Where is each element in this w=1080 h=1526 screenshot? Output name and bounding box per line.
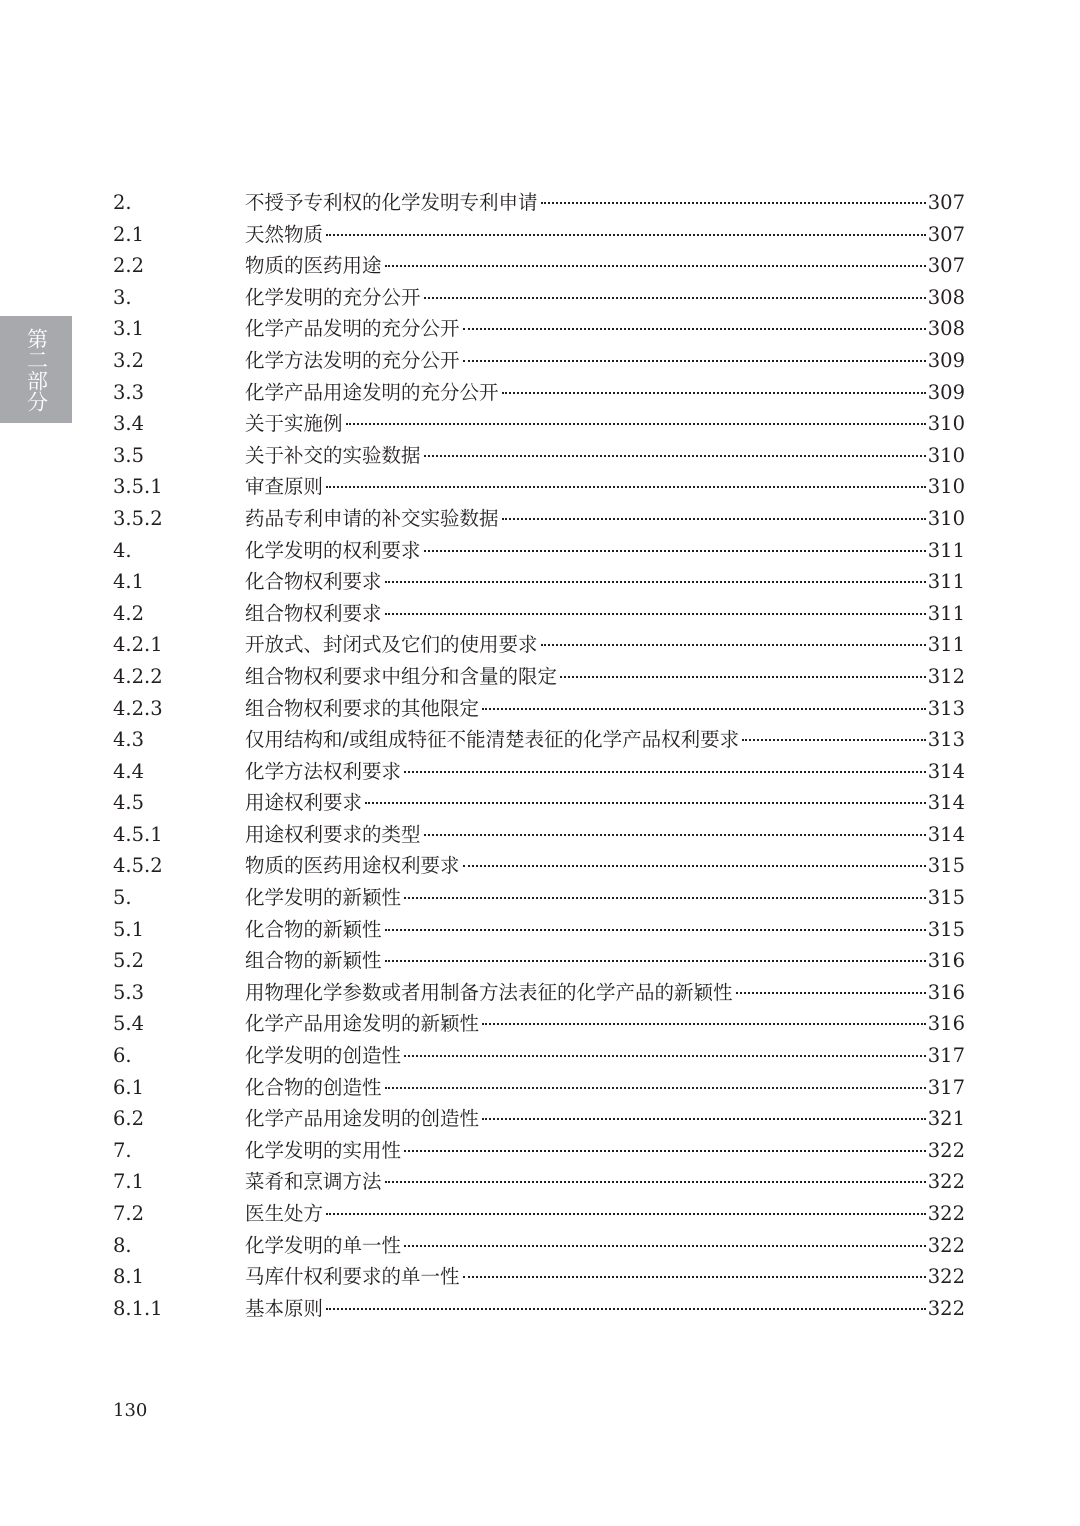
toc-entry [113, 1072, 965, 1104]
toc-entry [113, 1261, 965, 1293]
toc-entry-page: 317 [927, 1075, 965, 1099]
toc-dot-leader [385, 1087, 926, 1089]
toc-dot-leader [736, 992, 926, 994]
toc-entry [113, 408, 965, 440]
toc-entry [113, 882, 965, 914]
toc-entry-page: 311 [927, 538, 965, 562]
toc-entry-number: 8.1 [113, 1265, 145, 1289]
toc-entry-page: 314 [927, 759, 965, 783]
toc-entry-title: 关于实施例 [245, 412, 343, 436]
toc-entry [113, 219, 965, 251]
toc-dot-leader [326, 486, 926, 488]
toc-entry-title: 用途权利要求 [245, 791, 363, 815]
toc-entry-number: 3.1 [113, 317, 145, 341]
toc-entry-page: 311 [927, 601, 965, 625]
toc-entry-page: 310 [927, 443, 965, 467]
toc-entry-title: 化学产品用途发明的创造性 [245, 1107, 480, 1131]
toc-entry [113, 1166, 965, 1198]
toc-entry-page: 310 [927, 506, 965, 530]
toc-entry-page: 321 [927, 1107, 965, 1131]
toc-entry [113, 1198, 965, 1230]
toc-entry-page: 322 [927, 1265, 965, 1289]
part-side-tab [0, 316, 72, 423]
toc-entry-page: 313 [927, 696, 965, 720]
toc-entry-number: 7.2 [113, 1202, 145, 1225]
toc-entry-page: 310 [927, 475, 965, 499]
toc-entry [113, 313, 965, 345]
toc-entry-title: 化学发明的单一性 [245, 1233, 402, 1257]
toc-entry-title: 物质的医药用途权利要求 [245, 854, 460, 878]
toc-entry-number: 5. [113, 886, 132, 910]
toc-entry-page: 322 [927, 1138, 965, 1162]
toc-entry [113, 1230, 965, 1262]
toc-entry-title: 化合物的新颖性 [245, 917, 382, 941]
toc-entry-page: 314 [927, 822, 965, 846]
toc-dot-leader [326, 1213, 926, 1215]
toc-dot-leader [346, 423, 926, 425]
toc-dot-leader [385, 265, 926, 267]
toc-entry [113, 819, 965, 851]
toc-entry [113, 787, 965, 819]
toc-entry [113, 629, 965, 661]
toc-entry-number: 3.5.1 [113, 475, 163, 499]
toc-entry-title: 药品专利申请的补交实验数据 [245, 506, 499, 530]
toc-entry-number: 5.1 [113, 917, 145, 941]
toc-entry-number: 4.2.2 [113, 664, 163, 688]
toc-dot-leader [404, 771, 926, 773]
toc-entry-title: 开放式、封闭式及它们的使用要求 [245, 633, 538, 657]
toc-dot-leader [404, 1055, 926, 1057]
toc-entry-title: 医生处方 [245, 1202, 324, 1225]
toc-dot-leader [326, 1308, 926, 1310]
toc-entry [113, 598, 965, 630]
toc-entry-title: 化学发明的创造性 [245, 1044, 402, 1068]
toc-entry-number: 4.3 [113, 728, 145, 752]
toc-dot-leader [424, 550, 926, 552]
toc-entry-number: 3. [113, 285, 132, 309]
toc-entry-number: 4.4 [113, 759, 145, 783]
toc-dot-leader [385, 929, 926, 931]
toc-entry-number: 6.2 [113, 1107, 145, 1131]
toc-entry-title: 化学发明的新颖性 [245, 886, 402, 910]
toc-entry-number: 4.5.2 [113, 854, 163, 878]
toc-dot-leader [365, 802, 926, 804]
toc-entry-title: 化学发明的实用性 [245, 1138, 402, 1162]
toc-entry [113, 1135, 965, 1167]
toc-dot-leader [541, 202, 926, 204]
toc-entry-number: 8.1.1 [113, 1296, 163, 1320]
toc-entry-number: 6.1 [113, 1075, 145, 1099]
toc-entry-number: 4.2.3 [113, 696, 163, 720]
toc-entry-title: 化学发明的权利要求 [245, 538, 421, 562]
toc-entry-page: 322 [927, 1233, 965, 1257]
page-number: 130 [113, 1400, 148, 1421]
toc-entry-number: 4.5.1 [113, 822, 163, 846]
toc-dot-leader [463, 1276, 926, 1278]
toc-entry-page: 311 [927, 570, 965, 594]
toc-entry-title: 组合物权利要求 [245, 601, 382, 625]
toc-entry [113, 945, 965, 977]
toc-entry [113, 440, 965, 472]
toc-entry-title: 化学方法权利要求 [245, 759, 402, 783]
toc-entry-page: 316 [927, 980, 965, 1004]
toc-entry-page: 307 [927, 254, 965, 278]
toc-entry [113, 345, 965, 377]
toc-entry-page: 309 [927, 380, 965, 404]
toc-entry-title: 用途权利要求的类型 [245, 822, 421, 846]
toc-dot-leader [502, 518, 926, 520]
toc-entry-number: 5.4 [113, 1012, 145, 1036]
toc-entry-page: 311 [927, 633, 965, 657]
toc-dot-leader [385, 1181, 926, 1183]
toc-dot-leader [385, 613, 926, 615]
toc-dot-leader [326, 234, 926, 236]
toc-entry-number: 2.1 [113, 222, 145, 246]
toc-entry-title: 化学产品用途发明的充分公开 [245, 380, 499, 404]
toc-entry-title: 化学产品发明的充分公开 [245, 317, 460, 341]
toc-entry-number: 4. [113, 538, 132, 562]
toc-entry-page: 310 [927, 412, 965, 436]
toc-entry-title: 化合物权利要求 [245, 570, 382, 594]
toc-entry [113, 250, 965, 282]
toc-entry-title: 组合物权利要求中组分和含量的限定 [245, 664, 558, 688]
toc-dot-leader [541, 644, 926, 646]
toc-dot-leader [404, 1150, 926, 1152]
toc-entry-number: 6. [113, 1044, 132, 1068]
toc-entry-page: 317 [927, 1044, 965, 1068]
toc-entry-page: 316 [927, 949, 965, 973]
toc-dot-leader [424, 455, 926, 457]
toc-entry-page: 315 [927, 917, 965, 941]
toc-entry [113, 1040, 965, 1072]
toc-entry-title: 化学方法发明的充分公开 [245, 348, 460, 372]
toc-entry-page: 313 [927, 728, 965, 752]
toc-entry [113, 282, 965, 314]
toc-dot-leader [404, 1245, 926, 1247]
toc-entry-page: 322 [927, 1202, 965, 1225]
toc-entry-page: 308 [927, 285, 965, 309]
toc-entry-number: 3.5 [113, 443, 145, 467]
toc-entry-page: 322 [927, 1170, 965, 1194]
toc-entry-title: 基本原则 [245, 1296, 324, 1320]
toc-entry-page: 315 [927, 854, 965, 878]
toc-entry [113, 977, 965, 1009]
toc-entry-page: 312 [927, 664, 965, 688]
toc-entry [113, 850, 965, 882]
toc-entry [113, 1008, 965, 1040]
toc-entry-number: 4.2.1 [113, 633, 163, 657]
toc-entry [113, 503, 965, 535]
toc-entry [113, 566, 965, 598]
table-of-contents [113, 187, 965, 1324]
toc-entry-title: 仅用结构和/或组成特征不能清楚表征的化学产品权利要求 [245, 728, 740, 752]
toc-entry-number: 8. [113, 1233, 132, 1257]
toc-dot-leader [560, 676, 926, 678]
toc-entry-number: 3.2 [113, 348, 145, 372]
toc-entry-title: 组合物的新颖性 [245, 949, 382, 973]
toc-dot-leader [463, 360, 926, 362]
toc-dot-leader [742, 739, 926, 741]
toc-dot-leader [482, 1118, 926, 1120]
toc-entry-number: 5.2 [113, 949, 145, 973]
toc-entry-number: 2. [113, 191, 132, 214]
toc-entry [113, 693, 965, 725]
toc-entry-page: 322 [927, 1296, 965, 1320]
toc-dot-leader [463, 328, 926, 330]
toc-entry-title: 不授予专利权的化学发明专利申请 [245, 191, 538, 214]
toc-entry-page: 308 [927, 317, 965, 341]
toc-entry-number: 4.5 [113, 791, 145, 815]
toc-entry-number: 4.1 [113, 570, 145, 594]
toc-entry-number: 4.2 [113, 601, 145, 625]
toc-dot-leader [424, 834, 926, 836]
toc-entry [113, 471, 965, 503]
toc-dot-leader [502, 392, 926, 394]
toc-entry-title: 菜肴和烹调方法 [245, 1170, 382, 1194]
toc-entry-title: 审查原则 [245, 475, 324, 499]
toc-entry-page: 307 [927, 191, 965, 214]
toc-entry-page: 315 [927, 886, 965, 910]
toc-entry-number: 3.5.2 [113, 506, 163, 530]
toc-entry [113, 756, 965, 788]
part-side-tab-label: 第二部分 [24, 327, 49, 412]
toc-entry-title: 用物理化学参数或者用制备方法表征的化学产品的新颖性 [245, 980, 733, 1004]
toc-dot-leader [404, 897, 926, 899]
toc-entry-title: 化学发明的充分公开 [245, 285, 421, 309]
toc-entry-number: 5.3 [113, 980, 145, 1004]
toc-entry-title: 马库什权利要求的单一性 [245, 1265, 460, 1289]
toc-entry-title: 化合物的创造性 [245, 1075, 382, 1099]
toc-entry-page: 314 [927, 791, 965, 815]
toc-dot-leader [385, 960, 926, 962]
toc-entry-number: 3.4 [113, 412, 145, 436]
toc-dot-leader [482, 1023, 926, 1025]
toc-entry-title: 物质的医药用途 [245, 254, 382, 278]
toc-entry-page: 309 [927, 348, 965, 372]
toc-entry-title: 化学产品用途发明的新颖性 [245, 1012, 480, 1036]
toc-entry-title: 组合物权利要求的其他限定 [245, 696, 480, 720]
toc-entry [113, 1293, 965, 1325]
toc-entry [113, 661, 965, 693]
toc-entry-number: 3.3 [113, 380, 145, 404]
toc-entry [113, 914, 965, 946]
toc-dot-leader [424, 297, 926, 299]
toc-dot-leader [463, 865, 926, 867]
toc-entry [113, 724, 965, 756]
toc-entry-page: 316 [927, 1012, 965, 1036]
toc-entry-page: 307 [927, 222, 965, 246]
toc-entry [113, 1103, 965, 1135]
toc-dot-leader [482, 708, 926, 710]
toc-entry-title: 关于补交的实验数据 [245, 443, 421, 467]
toc-entry [113, 187, 965, 219]
toc-entry-number: 7.1 [113, 1170, 145, 1194]
toc-dot-leader [385, 581, 926, 583]
toc-entry [113, 535, 965, 567]
toc-entry-number: 7. [113, 1138, 132, 1162]
toc-entry-number: 2.2 [113, 254, 145, 278]
toc-entry [113, 377, 965, 409]
toc-entry-title: 天然物质 [245, 222, 324, 246]
